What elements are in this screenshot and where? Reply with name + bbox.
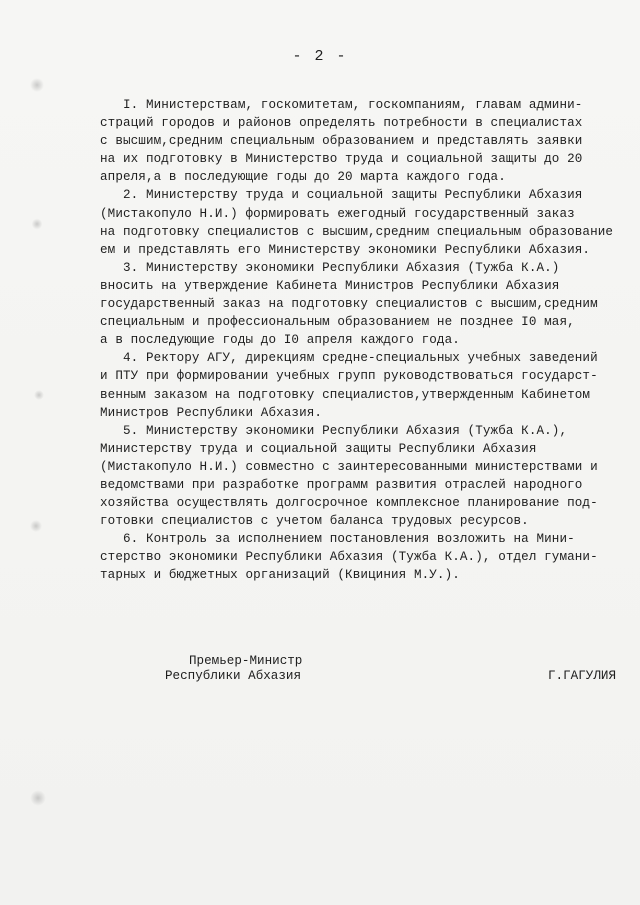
text-line: 6. Контроль за исполнением постановления возложить на Мини- — [100, 532, 575, 547]
text-line: страций городов и районов определять потребности в специалистах — [100, 116, 583, 131]
text-line: (Мистакопуло Н.И.) формировать ежегодный государственный заказ — [100, 206, 575, 221]
text-line: и ПТУ при формировании учебных групп руководствоваться государст- — [100, 369, 598, 384]
text-line: на подготовку специалистов с высшим,средним специальным образование — [100, 224, 614, 239]
scan-mark — [30, 520, 42, 532]
text-line: 2. Министерству труда и социальной защиты Республики Абхазия — [100, 188, 583, 203]
text-line: государственный заказ на подготовку специалистов с высшим,средним — [100, 297, 598, 312]
text-line: стерство экономики Республики Абхазия (Тужба К.А.), отдел гумани- — [100, 550, 598, 565]
text-line: хозяйства осуществлять долгосрочное комплексное планирование под- — [100, 496, 598, 511]
text-line: вносить на утверждение Кабинета Министров Республики Абхазия — [100, 278, 560, 293]
signatory-title-line-1: Премьер-Министр — [189, 654, 303, 668]
signatory-title — [165, 654, 302, 684]
text-line: на их подготовку в Министерство труда и социальной защиты до 20 — [100, 152, 583, 167]
signatory-name: Г.ГАГУЛИЯ — [548, 669, 617, 683]
text-line: Министерству труда и социальной защиты Республики Абхазия — [100, 441, 537, 456]
text-line: венным заказом на подготовку специалистов,утвержденным Кабинетом — [100, 387, 591, 402]
text-line: 3. Министерству экономики Республики Абхазия (Тужба К.А.) — [100, 260, 560, 275]
text-line: I. Министерствам, госкомитетам, госкомпаниям, главам админи- — [100, 98, 583, 112]
page-number: - 2 - — [292, 48, 348, 65]
resolution-body-text — [100, 96, 630, 585]
text-line: 4. Ректору АГУ, дирекциям средне-специальных учебных заведений — [100, 351, 598, 366]
text-line: тарных и бюджетных организаций (Квициния М.У.). — [100, 568, 460, 583]
text-line: 5. Министерству экономики Республики Абхазия (Тужба К.А.), — [100, 423, 568, 438]
text-line: Министров Республики Абхазия. — [100, 405, 323, 420]
signatory-title-line-2: Республики Абхазия — [165, 669, 302, 683]
text-line: готовки специалистов с учетом баланса трудовых ресурсов. — [100, 514, 529, 529]
scan-mark — [32, 218, 42, 230]
text-line: специальным и профессиональным образованием не позднее I0 мая, — [100, 315, 575, 330]
scan-mark — [34, 390, 44, 400]
scan-mark — [30, 790, 46, 806]
text-line: апреля,а в последующие годы до 20 марта каждого года. — [100, 170, 506, 185]
text-line: (Мистакопуло Н.И.) совместно с заинтересованными министерствами и — [100, 459, 598, 474]
text-line: ем и представлять его Министерству экономики Республики Абхазия. — [100, 242, 591, 257]
text-line: ведомствами при разработке программ развития отраслей народного — [100, 477, 583, 492]
text-line: а в последующие годы до I0 апреля каждого года. — [100, 333, 460, 348]
text-line: с высшим,средним специальным образованием и представлять заявки — [100, 134, 583, 149]
scan-mark — [30, 78, 44, 92]
